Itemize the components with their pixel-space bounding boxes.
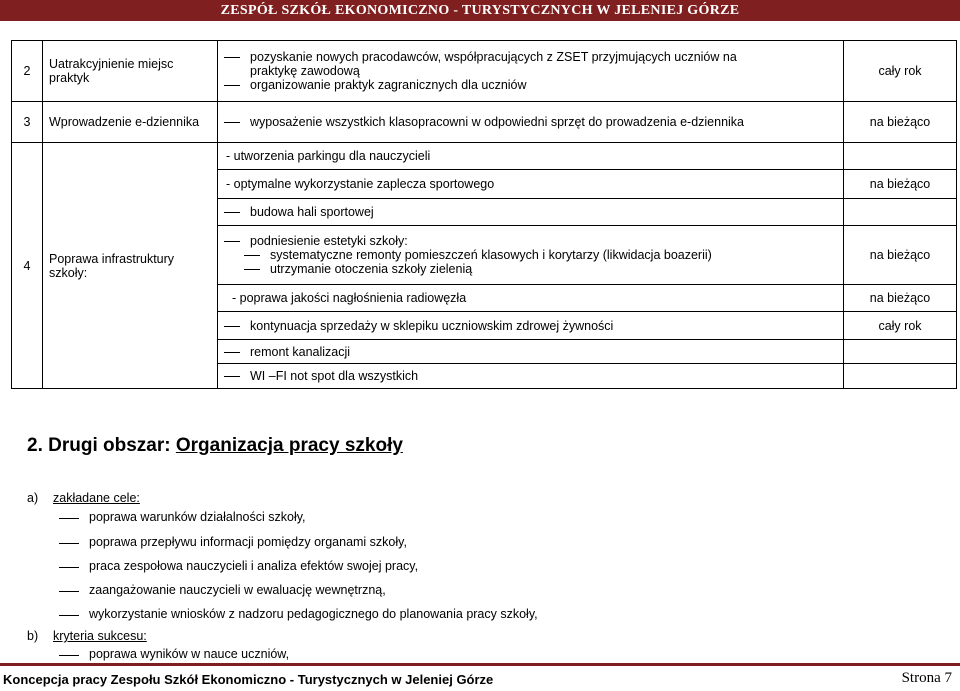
deadline: cały rok [844,41,957,102]
list-item: poprawa przepływu informacji pomiędzy organami szkoły, [89,535,407,549]
activity-item: kontynuacja sprzedaży w sklepiku uczniowskim zdrowej żywności [224,319,837,333]
page-number: Strona 7 [901,670,952,686]
task-name: Uatrakcyjnienie miejsc praktyk [43,41,218,102]
activities-cell [218,41,844,102]
criteria-heading [27,629,147,643]
row-number: 4 [12,143,43,389]
list-item: zaangażowanie nauczycieli w ewaluację wewnętrzną, [89,583,386,597]
section-heading [27,435,403,457]
deadline [844,364,957,389]
activity-item: WI –FI not spot dla wszystkich [224,369,837,383]
section-number: 2. [27,435,43,456]
activities-cell [218,143,844,170]
activity-item-cont: praktykę zawodową [250,64,360,78]
goals-label: a) [27,491,39,505]
table-row [12,41,957,102]
activity-item: podniesienie estetyki szkoły: [224,234,837,248]
document-header: ZESPÓŁ SZKÓŁ EKONOMICZNO - TURYSTYCZNYCH W JELENIEJ GÓRZE [0,0,960,21]
footer-text: Koncepcja pracy Zespołu Szkół Ekonomiczno - Turystycznych w Jeleniej Górze [3,672,494,687]
goals-heading [27,491,140,505]
activity-subitem: utrzymanie otoczenia szkoły zielenią [244,262,837,276]
row-number: 3 [12,102,43,143]
footer-rule [0,663,960,666]
activity-item: - optymalne wykorzystanie zaplecza sportowego [226,177,495,191]
activity-item: organizowanie praktyk zagranicznych dla uczniów [224,78,837,92]
activity-item: wyposażenie wszystkich klasopracowni w odpowiedni sprzęt do prowadzenia e-dziennika [224,115,837,129]
table-row [12,143,957,170]
activity-item: - poprawa jakości nagłośnienia radiowęzła [232,291,467,305]
section-prefix: Drugi obszar: [48,435,171,456]
section-title: Organizacja pracy szkoły [175,435,403,456]
deadline: na bieżąco [844,170,957,199]
goals-title: zakładane cele: [53,491,140,505]
list-item: praca zespołowa nauczycieli i analiza efektów swojej pracy, [89,559,419,573]
deadline [844,340,957,364]
plan-table [11,40,957,389]
deadline: na bieżąco [844,226,957,285]
task-name: Poprawa infrastruktury szkoły: [43,143,218,389]
activity-item: remont kanalizacji [224,345,837,359]
activities-cell [218,364,844,389]
activities-cell [218,199,844,226]
task-name: Wprowadzenie e-dziennika [43,102,218,143]
row-number: 2 [12,41,43,102]
criteria-label: b) [27,629,39,643]
activities-cell [218,285,844,312]
activity-subitem: systematyczne remonty pomieszczeń klasowych i korytarzy (likwidacja boazerii) [244,248,837,262]
activity-item: - utworzenia parkingu dla nauczycieli [226,149,431,163]
activities-cell [218,226,844,285]
list-item: wykorzystanie wniosków z nadzoru pedagogicznego do planowania pracy szkoły, [89,607,538,621]
criteria-title: kryteria sukcesu: [53,629,147,643]
table-row [12,102,957,143]
activities-cell [218,170,844,199]
activities-cell [218,340,844,364]
activities-cell [218,312,844,340]
activities-cell [218,102,844,143]
list-item: poprawa wyników w nauce uczniów, [89,647,290,661]
deadline [844,199,957,226]
activity-item: budowa hali sportowej [224,205,837,219]
deadline [844,143,957,170]
activity-item: pozyskanie nowych pracodawców, współpracujących z ZSET przyjmujących uczniów na [224,50,837,64]
list-item: poprawa warunków działalności szkoły, [89,510,306,524]
deadline: na bieżąco [844,285,957,312]
deadline: na bieżąco [844,102,957,143]
deadline: cały rok [844,312,957,340]
